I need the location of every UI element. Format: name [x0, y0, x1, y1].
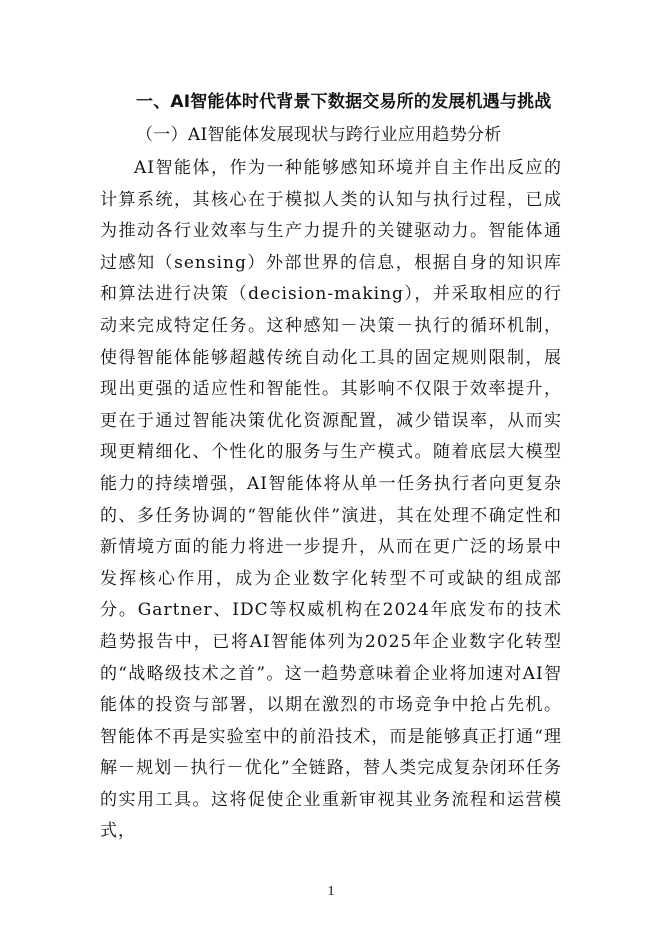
page-number: 1	[327, 884, 335, 899]
document-body	[100, 87, 562, 848]
body-paragraph: AI智能体，作为一种能够感知环境并自主作出反应的计算系统，其核心在于模拟人类的认知与执行过程，已成为推动各行业效率与生产力提升的关键驱动力。智能体通过感知（sensing）外部世界的信息，根据自身的知识库和算法进行决策（decision-making），并采取相应的行动来完成特定任务。这种感知－决策－执行的循环机制，使得智能体能够超越传统自动化工具的固定规则限制，展现出更强的适应性和智能性。其影响不仅限于效率提升，更在于通过智能决策优化资源配置，减少错误率，从而实现更精细化、个性化的服务与生产模式。随着底层大模型能力的持续增强，AI智能体将从单一任务执行者向更复杂的、多任务协调的“智能伙伴”演进，其在处理不确定性和新情境方面的能力将进一步提升，从而在更广泛的场景中发挥核心作用，成为企业数字化转型不可或缺的组成部分。Gartner、IDC等权威机构在2024年底发布的技术趋势报告中，已将AI智能体列为2025年企业数字化转型的“战略级技术之首”。这一趋势意味着企业将加速对AI智能体的投资与部署，以期在激烈的市场竞争中抢占先机。智能体不再是实验室中的前沿技术，而是能够真正打通“理解－规划－执行－优化”全链路，替人类完成复杂闭环任务的实用工具。这将促使企业重新审视其业务流程和运营模式，	[100, 158, 562, 842]
section-heading: 一、AI智能体时代背景下数据交易所的发展机遇与挑战	[136, 92, 552, 112]
subsection-heading: （一）AI智能体发展现状与跨行业应用趋势分析	[136, 125, 502, 145]
